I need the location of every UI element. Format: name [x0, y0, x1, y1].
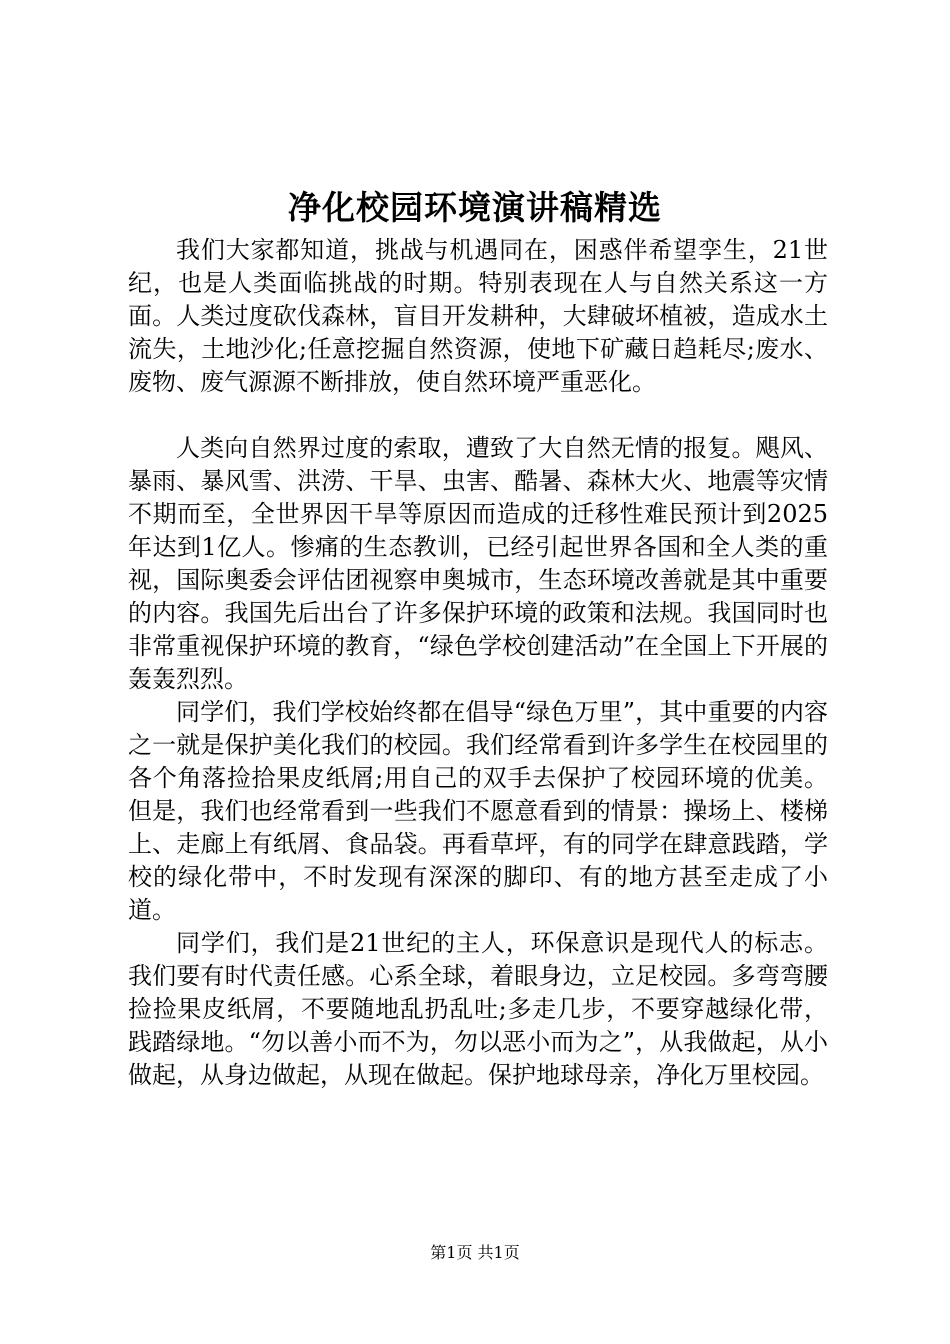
document-body — [128, 234, 828, 1092]
paragraph-2: 人类向自然界过度的索取，遭致了大自然无情的报复。飓风、暴雨、暴风雪、洪涝、干旱、虫害、酷暑、森林大火、地震等灾情不期而至，全世界因干旱等原因而造成的迁移性难民预计到2025年达到1亿人。惨痛的生态教训，已经引起世界各国和全人类的重视，国际奥委会评估团视察申奥城市，生态环境改善就是其中重要的内容。我国先后出台了许多保护环境的政策和法规。我国同时也非常重视保护环境的教育，“绿色学校创建活动”在全国上下开展的轰轰烈烈。 — [128, 434, 828, 693]
paragraph-1: 我们大家都知道，挑战与机遇同在，困惑伴希望孪生，21世纪，也是人类面临挑战的时期。特别表现在人与自然关系这一方面。人类过度砍伐森林，盲目开发耕种，大肆破坏植被，造成水土流失，土地沙化;任意挖掘自然资源，使地下矿藏日趋耗尽;废水、废物、废气源源不断排放，使自然环境严重恶化。 — [128, 236, 828, 396]
paragraph-3: 同学们，我们学校始终都在倡导“绿色万里”，其中重要的内容之一就是保护美化我们的校园。我们经常看到许多学生在校园里的各个角落捡拾果皮纸屑;用自己的双手去保护了校园环境的优美。但是，我们也经常看到一些我们不愿意看到的情景：操场上、楼梯上、走廊上有纸屑、食品袋。再看草坪，有的同学在肆意践踏，学校的绿化带中，不时发现有深深的脚印、有的地方甚至走成了小道。 — [128, 698, 828, 924]
page-footer: 第1页 共1页 — [430, 1243, 520, 1262]
document-title: 净化校园环境演讲稿精选 — [288, 188, 662, 227]
paragraph-4: 同学们，我们是21世纪的主人，环保意识是现代人的标志。我们要有时代责任感。心系全球，着眼身边，立足校园。多弯弯腰捡捡果皮纸屑，不要随地乱扔乱吐;多走几步，不要穿越绿化带，践踏绿地。“勿以善小而不为，勿以恶小而为之”，从我做起，从小做起，从身边做起，从现在做起。保护地球母亲，净化万里校园。 — [128, 929, 828, 1089]
